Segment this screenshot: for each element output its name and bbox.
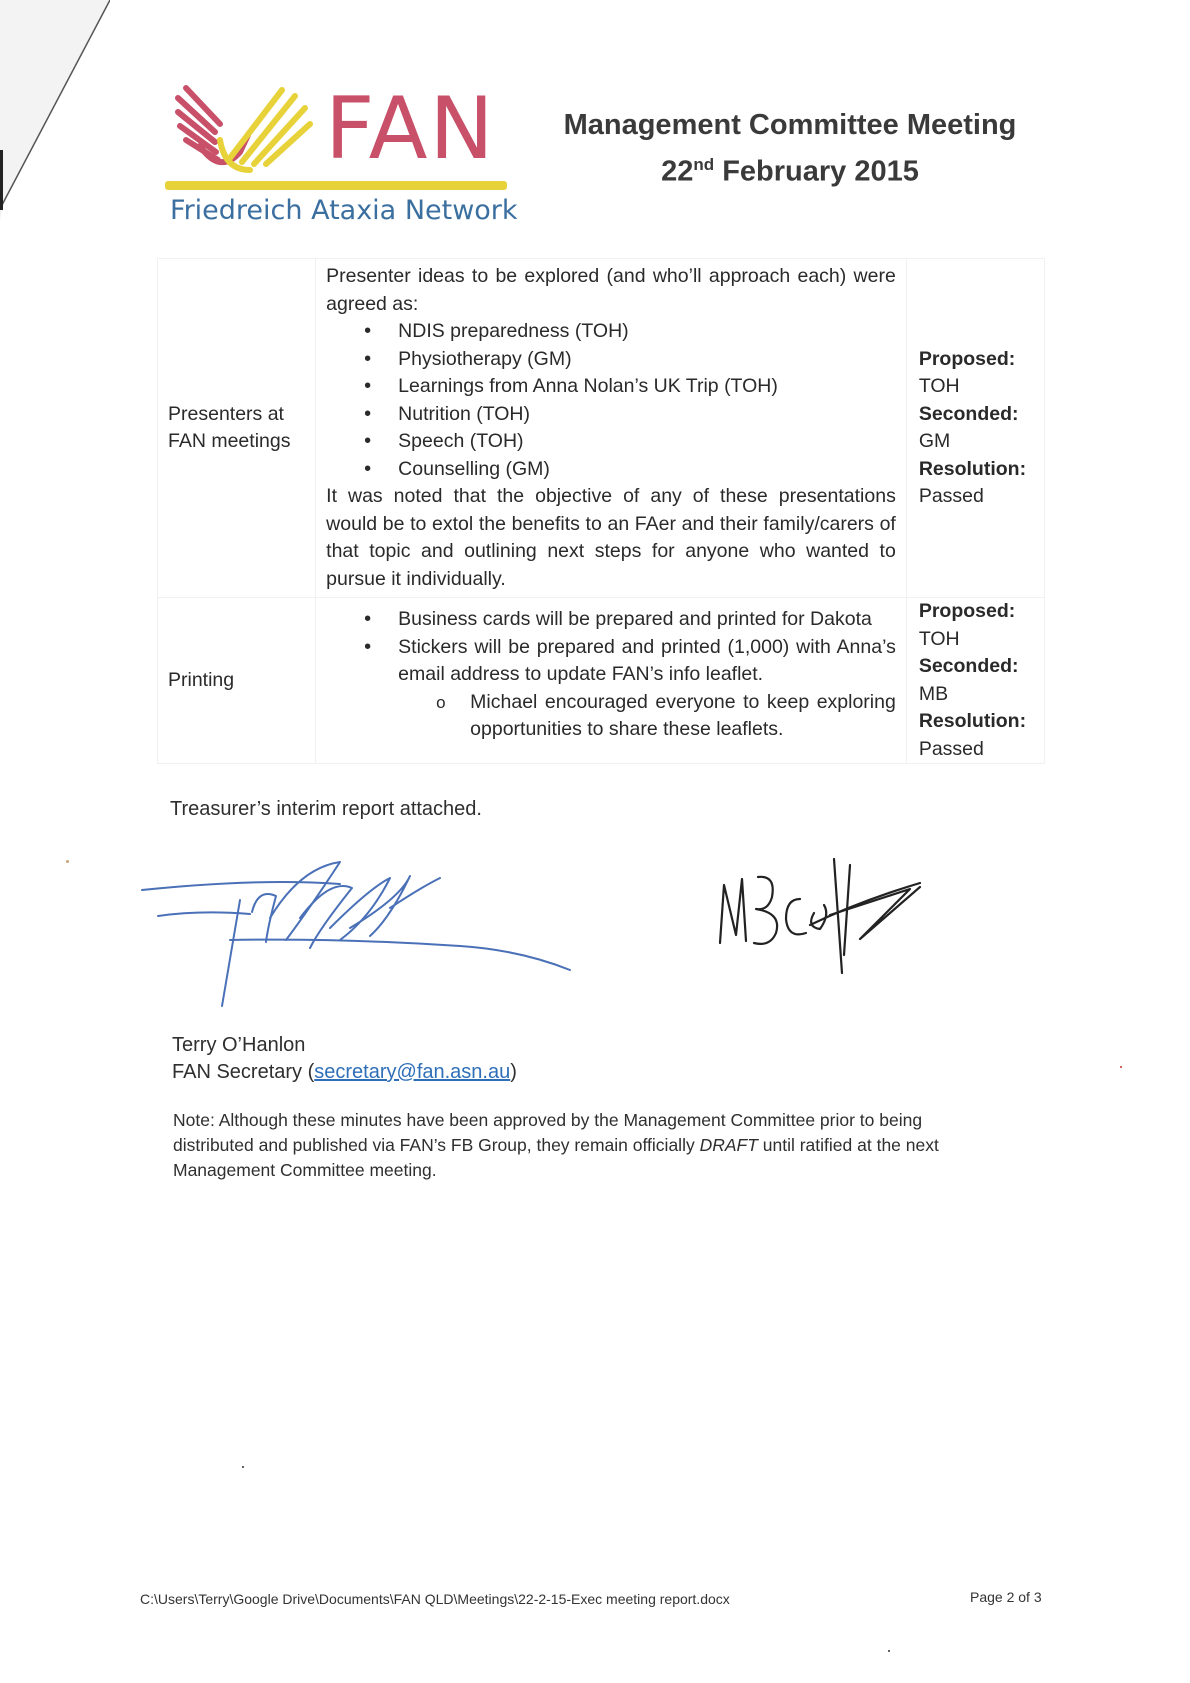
list-item — [398, 634, 896, 744]
resolution-value: Passed — [918, 485, 984, 507]
date-day: 22 — [661, 155, 694, 188]
list-item: • Counselling (GM) — [398, 456, 896, 484]
resolution-value: Passed — [918, 737, 984, 760]
scan-edge-artifact — [0, 0, 110, 240]
intro-text: Presenter ideas to be explored (and who’ll approach each) were agreed as: — [326, 265, 896, 315]
signature-treasurer — [710, 855, 930, 985]
table-row — [158, 259, 1045, 598]
signature-secretary — [140, 848, 580, 1018]
fan-logo — [160, 75, 520, 235]
logo-text: FAN — [325, 79, 496, 179]
date-rest: February 2015 — [714, 155, 919, 188]
list-item: • Business cards will be prepared and printed for Dakota — [398, 606, 896, 634]
vote-cell — [906, 598, 1044, 764]
seconded-value: MB — [918, 682, 949, 705]
seconded-value: GM — [918, 430, 951, 452]
hands-logo-icon — [170, 80, 325, 175]
list-item-text: Stickers will be prepared and printed (1,000) with Anna’s email address to update FAN’s info leaflet. — [398, 635, 896, 685]
meeting-title-text: Management Committee Meeting — [563, 109, 1017, 141]
resolution-label: Resolution: — [918, 457, 1027, 480]
resolution-label: Resolution: — [918, 710, 1027, 732]
seconded-label: Seconded: — [918, 402, 1019, 425]
scan-speck — [66, 860, 69, 863]
topic-cell — [158, 598, 316, 764]
logo-underline — [165, 181, 507, 190]
signer-role — [172, 1059, 517, 1086]
meeting-date — [540, 145, 1040, 192]
date-suffix: nd — [693, 155, 715, 174]
sub-list-item: o Michael encouraged everyone to keep exploring opportunities to share these leaflets. — [470, 689, 896, 744]
note-part2: until ratified at the next Management Committee meeting. — [173, 1135, 939, 1180]
signer-block — [172, 1032, 517, 1086]
scan-speck — [242, 1466, 244, 1468]
logo-subtitle: Friedreich Ataxia Network — [170, 195, 518, 226]
list-item: • Learnings from Anna Nolan’s UK Trip (TOH) — [398, 373, 896, 401]
table-row — [158, 598, 1045, 764]
scan-speck — [888, 1650, 890, 1652]
topic-cell — [158, 259, 316, 598]
proposed-label: Proposed: — [918, 600, 1016, 622]
draft-note — [173, 1108, 1003, 1183]
note-draft: DRAFT — [699, 1135, 758, 1155]
list-item: • NDIS preparedness (TOH) — [398, 318, 896, 346]
bullet-list — [326, 606, 896, 744]
footer-page-number: Page 2 of 3 — [970, 1589, 1042, 1605]
treasurer-note: Treasurer’s interim report attached. — [170, 798, 482, 820]
topic-label: Printing — [168, 668, 235, 691]
meeting-title — [540, 105, 1040, 192]
proposed-value: TOH — [918, 375, 960, 397]
list-item: • Nutrition (TOH) — [398, 401, 896, 429]
list-item: • Physiotherapy (GM) — [398, 346, 896, 374]
discussion-cell — [316, 259, 907, 598]
footer-file-path: C:\Users\Terry\Google Drive\Documents\FAN QLD\Meetings\22-2-15-Exec meeting report.docx — [140, 1591, 730, 1607]
minutes-table — [157, 258, 1045, 764]
proposed-label: Proposed: — [918, 347, 1016, 370]
sub-bullet-list — [398, 689, 896, 744]
list-item: • Speech (TOH) — [398, 428, 896, 456]
note-part1: Note: Although these minutes have been approved by the Management Committee prior to being distributed and published via FAN’s FB Group, they remain officially — [173, 1110, 923, 1155]
outro-text: It was noted that the objective of any of these presentations would be to extol the benefits to an FAer and their family/carers of that topic and outlining next steps for anyone who wanted to pursue it individually. — [326, 485, 896, 590]
vote-cell — [906, 259, 1044, 598]
seconded-label: Seconded: — [918, 655, 1019, 677]
topic-label: Presenters at — [168, 402, 284, 425]
proposed-value: TOH — [918, 627, 960, 650]
secretary-email-link[interactable]: secretary@fan.asn.au — [314, 1061, 511, 1083]
discussion-cell — [316, 598, 907, 764]
signer-role-suffix: ) — [510, 1061, 517, 1083]
topic-label: FAN meetings — [168, 430, 291, 452]
signer-name: Terry O’Hanlon — [172, 1034, 306, 1056]
bullet-list — [326, 318, 896, 483]
signer-role-prefix: FAN Secretary ( — [172, 1061, 315, 1083]
scan-speck — [1120, 1066, 1122, 1068]
